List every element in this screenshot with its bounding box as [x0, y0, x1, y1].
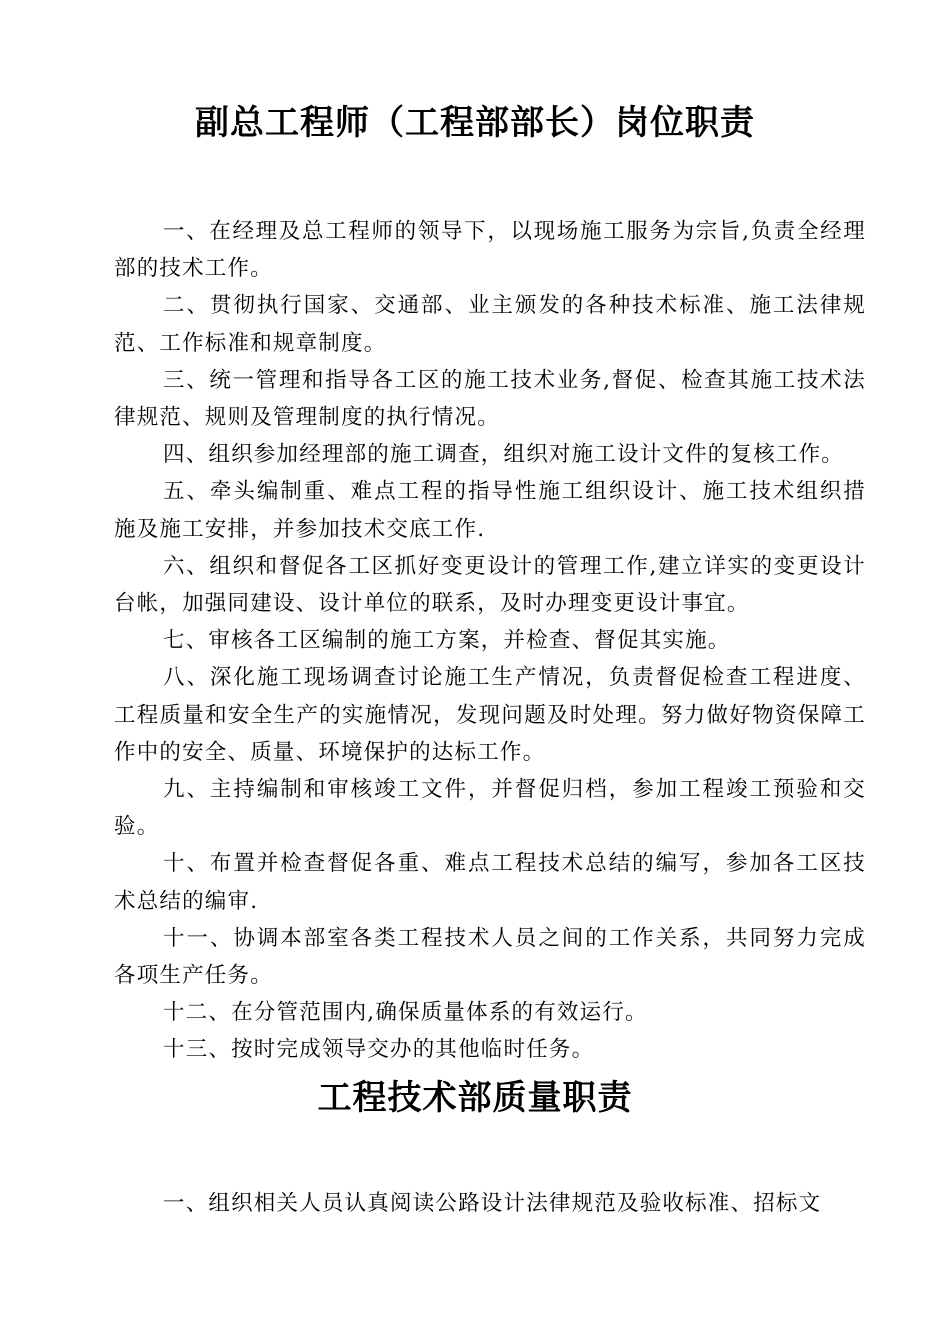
duty-item-9: 九、主持编制和审核竣工文件，并督促归档，参加工程竣工预验和交验。	[114, 777, 866, 840]
duty-item-7: 七、审核各工区编制的施工方案，并检查、督促其实施。	[163, 628, 731, 654]
section-title-engineering-dept-quality: 工程技术部质量职责	[317, 1078, 633, 1118]
duty-item-8: 八、深化施工现场调查讨论施工生产情况，负责督促检查工程进度、工程质量和安全生产的实施情况，发现问题及时处理。努力做好物资保障工作中的安全、质量、环境保护的达标工作。	[114, 665, 866, 765]
duties-list-deputy-chief-engineer	[114, 213, 866, 1069]
section-title-deputy-chief-engineer: 副总工程师（工程部部长）岗位职责	[195, 103, 755, 143]
duty-item-13: 十三、按时完成领导交办的其他临时任务。	[163, 1037, 595, 1063]
duty-item-3: 三、统一管理和指导各工区的施工技术业务,督促、检查其施工技术法律规范、规则及管理制度的执行情况。	[114, 367, 866, 431]
duty-item-4: 四、组织参加经理部的施工调查，组织对施工设计文件的复核工作。	[163, 442, 845, 468]
duty-item-10: 十、布置并检查督促各重、难点工程技术总结的编写，参加各工区技术总结的编审.	[114, 851, 866, 914]
duties-list-engineering-dept-quality	[114, 1185, 866, 1222]
duty-item-12: 十二、在分管范围内,确保质量体系的有效运行。	[163, 1000, 648, 1026]
duty-item-11: 十一、协调本部室各类工程技术人员之间的工作关系，共同努力完成各项生产任务。	[114, 925, 866, 989]
duty-item-6: 六、组织和督促各工区抓好变更设计的管理工作,建立详实的变更设计台帐，加强同建设、设计单位的联系，及时办理变更设计事宜。	[114, 553, 866, 617]
duty-item-1: 一、在经理及总工程师的领导下，以现场施工服务为宗旨,负责全经理部的技术工作。	[114, 219, 866, 282]
duty-item-5: 五、牵头编制重、难点工程的指导性施工组织设计、施工技术组织措施及施工安排，并参加技术交底工作.	[114, 479, 866, 542]
quality-duty-item-1: 一、组织相关人员认真阅读公路设计法律规范及验收标准、招标文	[163, 1191, 822, 1216]
duty-item-2: 二、贯彻执行国家、交通部、业主颁发的各种技术标准、施工法律规范、工作标准和规章制度。	[114, 293, 866, 356]
